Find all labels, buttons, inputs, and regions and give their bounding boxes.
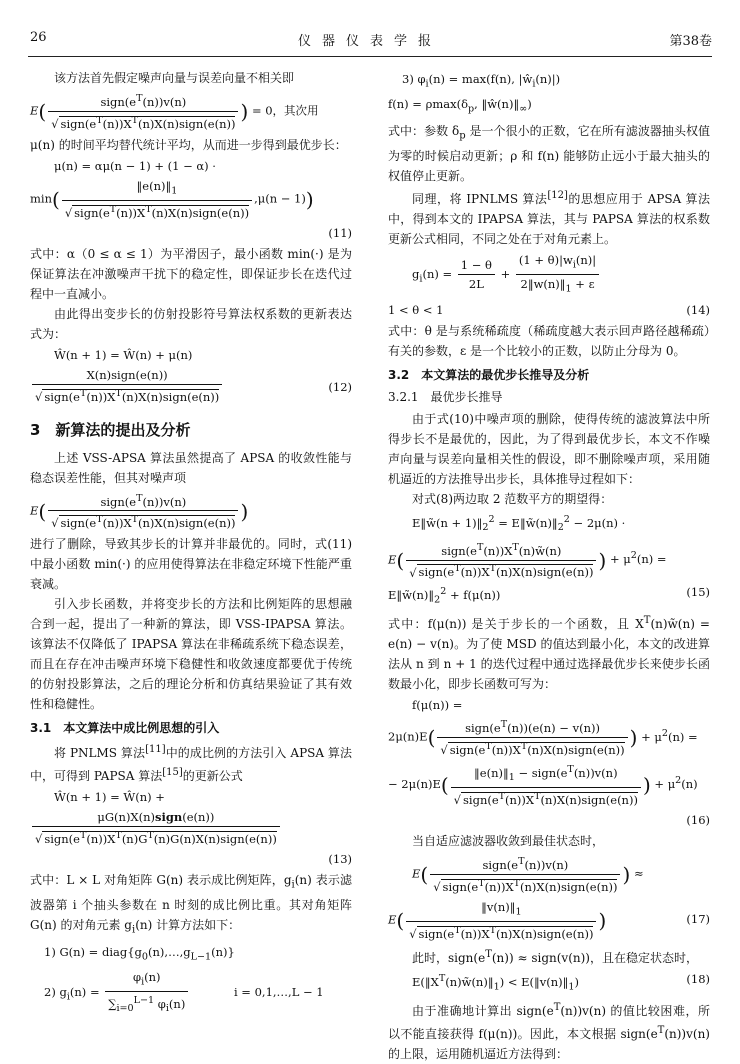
equation-line: Ŵ(n + 1) = Ŵ(n) + (54, 790, 165, 805)
equation-12: X(n)sign(e(n)) √ $sign(e^T(n))X^T(n)X(n)sign(e(n))$ (12) (30, 366, 352, 406)
equation-number: (13) (328, 852, 352, 867)
left-column (30, 68, 352, 1021)
equation-17a: E( $sign(e^T(n))v(n)$ √ $sign(e^T(n))X^T(n)X(n)sign(e(n))$ ) ≈ (388, 853, 710, 896)
fraction-numerator: $sign(e^T(n))v(n)$ (430, 853, 620, 875)
equation-16a: 2μ(n)E( $sign(e^T(n))(e(n) - v(n))$ √ $sign(e^T(n))X^T(n)X(n)sign(e(n))$ ) + $\mu^2(n)$ = (388, 716, 710, 759)
equation-line: $f(n) = \rho\max(\delta_p$, $‖ŵ(n)‖_\infty$) (388, 97, 532, 115)
list-item: 2) $g_i(n)$ = $\frac{\varphi_i(n)}{\sum_{i=0}^{L-1} \varphi_i(n)}$ i = 0,1,…,L − 1 (30, 968, 352, 1018)
fraction-denominator: $sign(e^T(n))X^T(n)X(n)sign(e(n))$ (442, 877, 618, 894)
fraction-denominator: $sign(e^T(n))X^T(n)X(n)sign(e(n))$ (418, 563, 594, 580)
subsubsection-heading: 3.2.1 最优步长推导 (388, 389, 503, 404)
list-item: 3) $\varphi_i(n) = \max(f(n)$, $|ŵ_i(n)|$) (402, 72, 561, 90)
subsection-heading: 3.1 本文算法中成比例思想的引入 (30, 721, 220, 736)
fraction-numerator: $\varphi_i(n)$ (105, 968, 188, 992)
equation-17b: E( $‖v(n)‖_1$ √ $sign(e^T(n))X^T(n)X(n)sign(e(n))$ ) (17) (388, 899, 710, 941)
equation-tail: = 0，其次用 (251, 103, 319, 118)
equation-number: (15) (686, 585, 710, 600)
fraction-denominator: $sign(e^T(n))X^T(n)X(n)sign(e(n))$ (449, 741, 625, 758)
fraction-denominator: $2‖w(n)‖_1 + \varepsilon$ (520, 277, 595, 295)
equation: E( $sign(e^T(n))v(n)$ √ $sign(e^T(n))X^T(n)X(n)sign(e(n))$ ) = 0，其次用 (30, 90, 352, 133)
paragraph: 该方法首先假定噪声向量与误差向量不相关即 (54, 71, 295, 85)
paragraph: 由于准确地计算出 $sign(e^T(n))v(n)$ 的值比较困难，所以不能直接获得 f(μ(n))。因此，本文根据 $sign(e^T(n))v(n)$ 的上限，运用随机逼近方法得到： (388, 1002, 710, 1061)
paragraph: 由此得出变步长的仿射投影符号算法权系数的更新表达式为： (30, 306, 352, 341)
paragraph: 式中：L × L 对角矩阵 G(n) 表示成比例矩阵，$g_i(n)$ 表示滤波器第 i 个抽头参数在 n 时刻的成比例比重。其对角矩阵 G(n) 的对角元素 $g_i(n)$ 计算方法如下： (30, 873, 352, 936)
equation-number: (14) (686, 302, 710, 317)
equation-11: min( $‖e(n)‖_1$ √ $sign(e^T(n))X^T(n)X(n)sign(e(n))$ ,μ(n − 1)) (30, 178, 314, 220)
fraction-numerator: μG(n)X(n)sign(e(n)) (32, 808, 280, 827)
fraction-numerator: $‖e(n)‖_1$ (62, 177, 252, 201)
fraction-denominator: $\sum_{i=0}^{L-1}$ $\varphi_i(n)$ (108, 995, 186, 1015)
paragraph: 当自适应滤波器收敛到最佳状态时， (412, 834, 605, 849)
paragraph: 此时，$sign(e^T(n))$ ≈ sign(v(n))，且在稳定状态时， (412, 948, 698, 965)
list-item: 1) $G(n) = diag\{g_0(n),\dots,g_{L-1}(n)\}$ (44, 944, 235, 963)
page-number: 26 (30, 30, 47, 45)
header-rule (28, 56, 712, 57)
paragraph: 将 PNLMS 算法[11]中的成比例的方法引入 APSA 算法中，可得到 PAPSA 算法[15]的更新公式 (30, 744, 352, 784)
equation-line: f(μ(n)) = (412, 698, 463, 713)
equation-18: $E(‖X^T(n)w̃(n)‖_1)$ < $E(‖v(n)‖_1)$ (18) (412, 971, 710, 992)
equation-line: μ(n) = αμ(n − 1) + (1 − α) · (54, 158, 216, 173)
equation-15: E( $sign(e^T(n))X^T(n)w̃(n)$ √ $sign(e^T(n))X^T(n)X(n)sign(e(n))$ ) + $\mu^2(n)$ = (388, 539, 710, 582)
volume-label: 第38卷 (669, 34, 712, 49)
fraction-numerator: $sign(e^T(n))(e(n) - v(n))$ (437, 716, 627, 738)
fraction-numerator: X(n)sign(e(n)) (32, 366, 222, 385)
fraction-denominator: $sign(e^T(n))X^T(n)X(n)sign(e(n))$ (74, 203, 250, 220)
section-heading: 3 新算法的提出及分析 (30, 420, 191, 439)
journal-name: 仪器仪表学报 (297, 34, 442, 49)
equation-tail: ,μ(n − 1) (254, 191, 306, 206)
fraction-denominator: 2L (468, 277, 484, 292)
fraction-numerator: $sign(e^T(n))v(n)$ (48, 90, 238, 112)
fraction-denominator: $sign(e^T(n))X^T(n)X(n)sign(e(n))$ (60, 114, 236, 131)
fraction-denominator: $sign(e^T(n))X^T(n)X(n)sign(e(n))$ (44, 387, 220, 404)
equation-line: Ŵ(n + 1) = Ŵ(n) + μ(n) (54, 347, 193, 362)
equation-number: (17) (686, 911, 710, 926)
paragraph: 式中：α（0 ≤ α ≤ 1）为平滑因子，最小函数 min(·) 是为保证算法在冲激噪声干扰下的稳定性，即保证步长在迭代过程中一直减小。 (30, 246, 352, 301)
equation-number: (11) (328, 225, 352, 240)
fraction-denominator: $sign(e^T(n))X^T(n)X(n)sign(e(n))$ (463, 791, 638, 808)
fraction-denominator: $sign(e^T(n))X^T(n)G^T(n)G(n)X(n)sign(e(n))$ (44, 830, 277, 847)
equation-number: (12) (328, 379, 352, 394)
equation-number: (18) (686, 971, 710, 986)
paragraph: 式中：f(μ(n)) 是关于步长的一个函数，且 $X^T(n)w̃(n) = e(n) - v(n)$。为了使 MSD 的值达到最小化，本文的改进算法从 n 到 n + 1 的迭代过程中通过选择最优步长来使步长函数最小化，即步长函数可写为： (388, 615, 710, 692)
right-column (388, 68, 710, 1064)
equation-14: $g_i(n)$ = $\frac{1 - \theta}{2L}$ + $\frac{(1 + \theta)|w_i(n)|}{2‖w(n)‖_1 + \varepsilon}$ (388, 251, 710, 299)
paragraph: μ(n) 的时间平均替代统计平均，从而进一步得到最优步长： (30, 137, 347, 152)
paragraph: 进行了删除，导致其步长的计算并非最优的。同时，式(11)中最小函数 min(·) 的应用使得算法在非稳定环境下性能严重衰减。 (30, 537, 352, 592)
equation-condition: 1 < θ < 1 (14) (388, 302, 710, 317)
equation-16b: − 2μ(n)E( $‖e(n)‖_1$ − $sign(e^T(n))v(n)$ √ $sign(e^T(n))X^T(n)X(n)sign(e(n))$ ) + $\mu^2(n)$ (388, 761, 710, 809)
paragraph: 式中：参数 $\delta_p$ 是一个很小的正数，它在所有滤波器抽头权值为零的时候启动更新；ρ 和 f(n) 能够防止远小于最大抽头的权值停止更新。 (388, 123, 710, 183)
paragraph: 上述 VSS-APSA 算法虽然提高了 APSA 的收敛性能与稳态误差性能，但其对噪声项 (30, 450, 352, 485)
equation-line: $E‖w̃(n)‖_2^2 + f(\mu(n))$ (15) (388, 585, 710, 606)
subsection-heading: 3.2 本文算法的最优步长推导及分析 (388, 367, 590, 382)
equation-line: E‖w̃(n + $1)‖_2^2$ = $E‖w̃(n)‖_2^2 - 2\mu(n)$ · (412, 513, 626, 533)
page-header (0, 30, 740, 52)
equation-number: (16) (686, 813, 710, 828)
equation: E( $sign(e^T(n))v(n)$ √ $sign(e^T(n))X^T(n)X(n)sign(e(n))$ ) (30, 490, 352, 533)
paragraph: 由于式(10)中噪声项的删除，使得传统的滤波算法中所得步长不是最优的，因此，为了得到最优步长，本文不作噪声向量与误差向量相关性的假设，即不删除噪声项，采用随机逼近的方法推导出步长，具体推导过程如下： (388, 411, 710, 486)
fraction-denominator: $sign(e^T(n))X^T(n)X(n)sign(e(n))$ (418, 925, 594, 941)
equation-13: μG(n)X(n)sign(e(n)) √ $sign(e^T(n))X^T(n)G^T(n)G(n)X(n)sign(e(n))$ (30, 808, 352, 848)
paragraph: 对式(8)两边取 2 范数平方的期望得： (412, 491, 613, 506)
paragraph: 同理，将 IPNLMS 算法[12]的思想应用于 APSA 算法中，得到本文的 IPAPSA 算法，其与 PAPSA 算法的权系数更新公式相同，不同之处在于对角元素上。 (388, 189, 710, 246)
fraction-numerator: $‖e(n)‖_1$ − $sign(e^T(n))v(n)$ (451, 761, 641, 788)
paragraph: 式中：θ 是与系统稀疏度（稀疏度越大表示回声路径越稀疏）有关的参数，ε 是一个比较小的正数，以防止分母为 0。 (388, 323, 710, 358)
fraction-numerator: $‖v(n)‖_1$ (406, 898, 596, 922)
fraction-numerator: $sign(e^T(n))X^T(n)w̃(n)$ (406, 539, 596, 561)
fraction-numerator: 1 − θ (458, 256, 495, 275)
paragraph: 引入步长函数，并将变步长的方法和比例矩阵的思想融合到一起，提出了一种新的算法，即 VSS-IPAPSA 算法。该算法不仅降低了 IPAPSA 算法在非稀疏系统下稳态误差，而且在存在冲击噪声环境下稳健性和收敛速度都要优于传统的仿射投影算法，之后的理论分析和仿真结果验证了其有效性和稳健性。 (30, 597, 352, 712)
fraction-numerator: $(1 + \theta)|w_i(n)|$ (516, 251, 599, 275)
fraction-numerator: $sign(e^T(n))v(n)$ (48, 490, 238, 512)
fraction-denominator: $sign(e^T(n))X^T(n)X(n)sign(e(n))$ (60, 514, 236, 531)
